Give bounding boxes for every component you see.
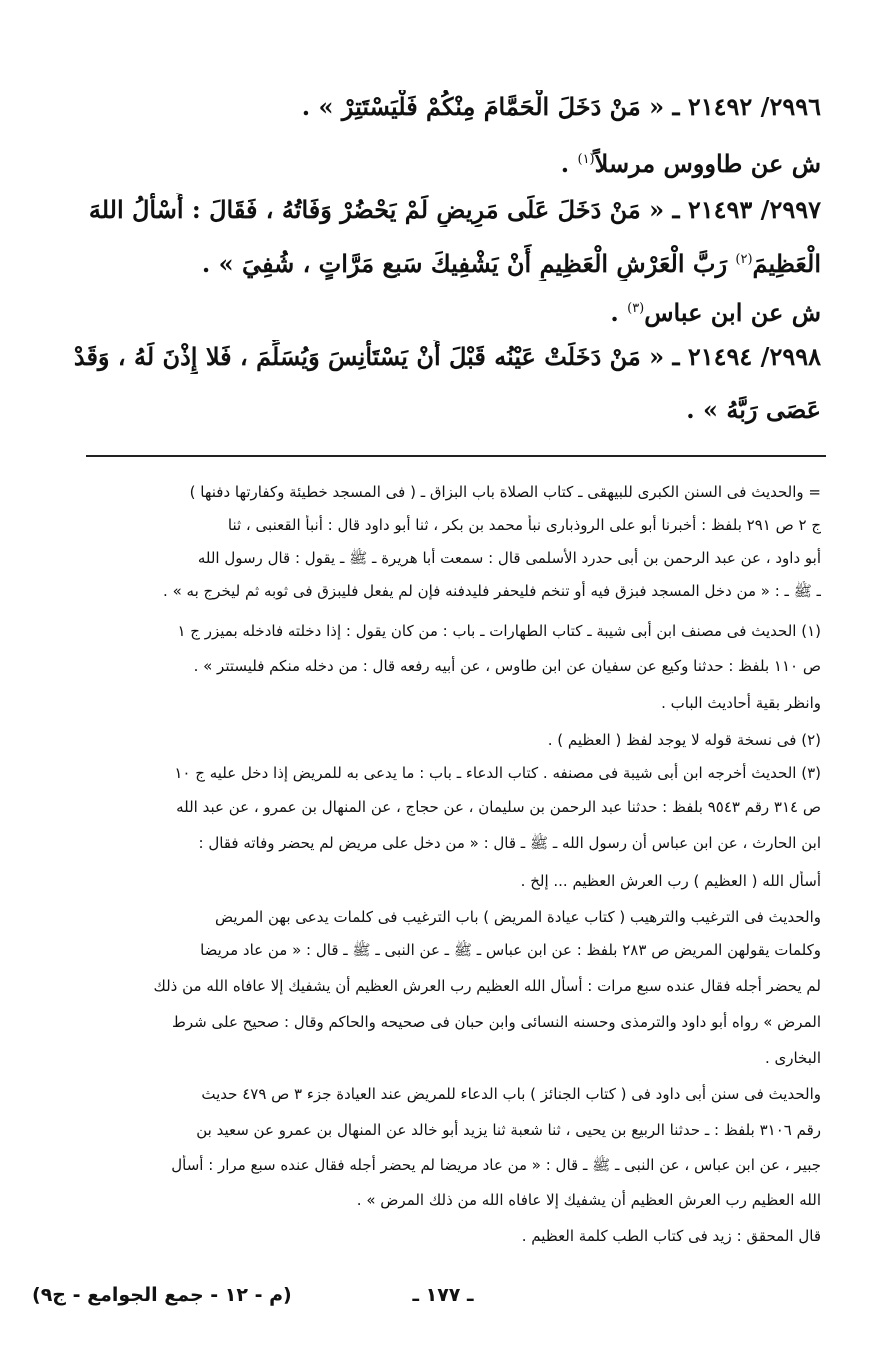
- hadith-source-1: [41, 143, 821, 181]
- hadith-2996: [41, 90, 821, 124]
- footnote-ref-1[interactable]: (١): [577, 152, 595, 167]
- hadith-2997-line1: [41, 193, 821, 227]
- footnote-ref-3[interactable]: (٣): [627, 301, 645, 316]
- hadith-text: ٢٩٩٦/ ٢١٤٩٢ ـ « مَنْ دَخَلَ الْحَمَّامَ مِنْكُمْ فَلْيَسْتَتِرْ » .: [301, 92, 821, 121]
- footnote-line: جبير ، عن ابن عباس ، عن النبى ـ ﷺ ـ قال : « من عاد مريضا لم يحضر أجله فقال عنده سبع مرار : أسأل: [171, 1156, 821, 1174]
- hadith-text-end: رَبَّ الْعَرْشِ الْعَظِيمِ أَنْ يَشْفِيكَ سَبع مَرَّاتٍ ، شُفِيَ » .: [201, 249, 736, 278]
- source-text: ش عن ابن عباس: [644, 298, 821, 327]
- footnote-divider: [86, 455, 826, 457]
- footnote-2: (٢) فى نسخة قوله لا يوجد لفظ ( العظيم ) .: [547, 731, 821, 749]
- page-number: ـ ١٧٧ ـ: [412, 1284, 474, 1306]
- footnote-1: (١) الحديث فى مصنف ابن أبى شيبة ـ كتاب الطهارات ـ باب : من كان يقول : إذا دخلته فادخله بميزر ج ١: [177, 622, 821, 640]
- footnote-line: = والحديث فى السنن الكبرى للبيهقى ـ كتاب الصلاة باب البزاق ـ ( فى المسجد خطيئة وكفارتها دفنها ): [189, 483, 821, 501]
- footnote-line: والحديث فى الترغيب والترهيب ( كتاب عيادة المريض ) باب الترغيب فى كلمات يدعى بهن المريض: [214, 908, 821, 926]
- footnote-line: أسأل الله ( العظيم ) رب العرش العظيم ... إلخ .: [520, 872, 821, 890]
- source-end: .: [610, 298, 628, 327]
- footnote-line: ص ٣١٤ رقم ٩٥٤٣ بلفظ : حدثنا عبد الرحمن بن سليمان ، عن حجاج ، عن المنهال بن عمرو ، عن عبد الله: [176, 798, 821, 816]
- hadith-2997-line2: [41, 243, 821, 281]
- hadith-text: عَصَى رَبَّهُ » .: [686, 395, 821, 424]
- footnote-line: وكلمات يقولهن المريض ص ٢٨٣ بلفظ : عن ابن عباس ـ ﷺ ـ عن النبى ـ ﷺ ـ قال : « من عاد مريضا: [200, 941, 821, 959]
- footnote-line: ـ ﷺ ـ : « من دخل المسجد فبزق فيه أو تنخم فليحفر فليدفنه فإن لم يفعل فليبزق فى ثوبه ثم ليخرج به » .: [163, 582, 821, 600]
- footnote-line: رقم ٣١٠٦ بلفظ : ـ حدثنا الربيع بن يحيى ، ثنا شعبة ثنا يزيد أبو خالد عن المنهال بن عمرو عن سعيد بن: [196, 1121, 821, 1139]
- hadith-text: ٢٩٩٨/ ٢١٤٩٤ ـ « مَنْ دَخَلَتْ عَيْنُه قَبْلَ أَنْ يَسْتَأْنِسَ وَيُسَلِّمَ ، فَلا إِذْنَ لَهُ ، وَقَدْ: [73, 342, 821, 371]
- footnote-3: (٣) الحديث أخرجه ابن أبى شيبة فى مصنفه . كتاب الدعاء ـ باب : ما يدعى به للمريض إذا دخل عليه ج ١٠: [174, 764, 821, 782]
- footnote-line: قال المحقق : زيد فى كتاب الطب كلمة العظيم .: [521, 1227, 821, 1245]
- footnote-line: والحديث فى سنن أبى داود فى ( كتاب الجنائز ) باب الدعاء للمريض عند العيادة جزء ٣ ص ٤٧٩ حديث: [201, 1085, 821, 1103]
- footnote-line: ابن الحارث ، عن ابن عباس أن رسول الله ـ ﷺ ـ قال : « من دخل على مريض لم يحضر وفاته فقال :: [198, 834, 821, 852]
- hadith-2998-line1: [41, 340, 821, 374]
- footnote-line: وانظر بقية أحاديث الباب .: [661, 694, 821, 712]
- footnote-line: لم يحضر أجله فقال عنده سبع مرات : أسأل الله العظيم رب العرش العظيم أن يشفيك إلا عافاه الله من ذلك: [153, 977, 821, 995]
- footnote-ref-2[interactable]: (٢): [735, 252, 753, 267]
- footnote-line: ج ٢ ص ٢٩١ بلفظ : أخبرنا أبو على الروذبارى نبأ محمد بن بكر ، ثنا أبو داود قال : أنبأ القعنبى ، ثنا: [227, 516, 821, 534]
- source-text: ش عن طاووس مرسلاً: [594, 149, 821, 178]
- footnote-line: البخارى .: [764, 1049, 821, 1067]
- footnote-line: المرض » رواه أبو داود والترمذى وحسنه النسائى وابن حبان فى صحيحه والحاكم وقال : صحيح على شرط: [171, 1013, 821, 1031]
- volume-label: (م - ١٢ - جمع الجوامع - ج٩): [32, 1284, 292, 1306]
- footnote-line: ص ١١٠ بلفظ : حدثنا وكيع عن سفيان عن ابن طاوس ، عن أبيه رفعه قال : من دخله منكم فليستتر » .: [193, 657, 821, 675]
- hadith-text: ٢٩٩٧/ ٢١٤٩٣ ـ « مَنْ دَخَلَ عَلَى مَرِيضٍ لَمْ يَحْضُرْ وَفَاتُهُ ، فَقَالَ : أَسْأَلُ اللهَ: [88, 195, 821, 224]
- hadith-text: الْعَظِيمَ: [752, 249, 821, 278]
- hadith-source-2: [41, 292, 821, 330]
- source-end: .: [560, 149, 578, 178]
- footnote-line: الله العظيم رب العرش العظيم أن يشفيك إلا عافاه الله من ذلك المرض » .: [356, 1191, 821, 1209]
- hadith-2998-line2: [41, 393, 821, 427]
- footnote-line: أبو داود ، عن عبد الرحمن بن أبى حدرد الأسلمى قال : سمعت أبا هريرة ـ ﷺ ـ يقول : قال رسول الله: [197, 549, 821, 567]
